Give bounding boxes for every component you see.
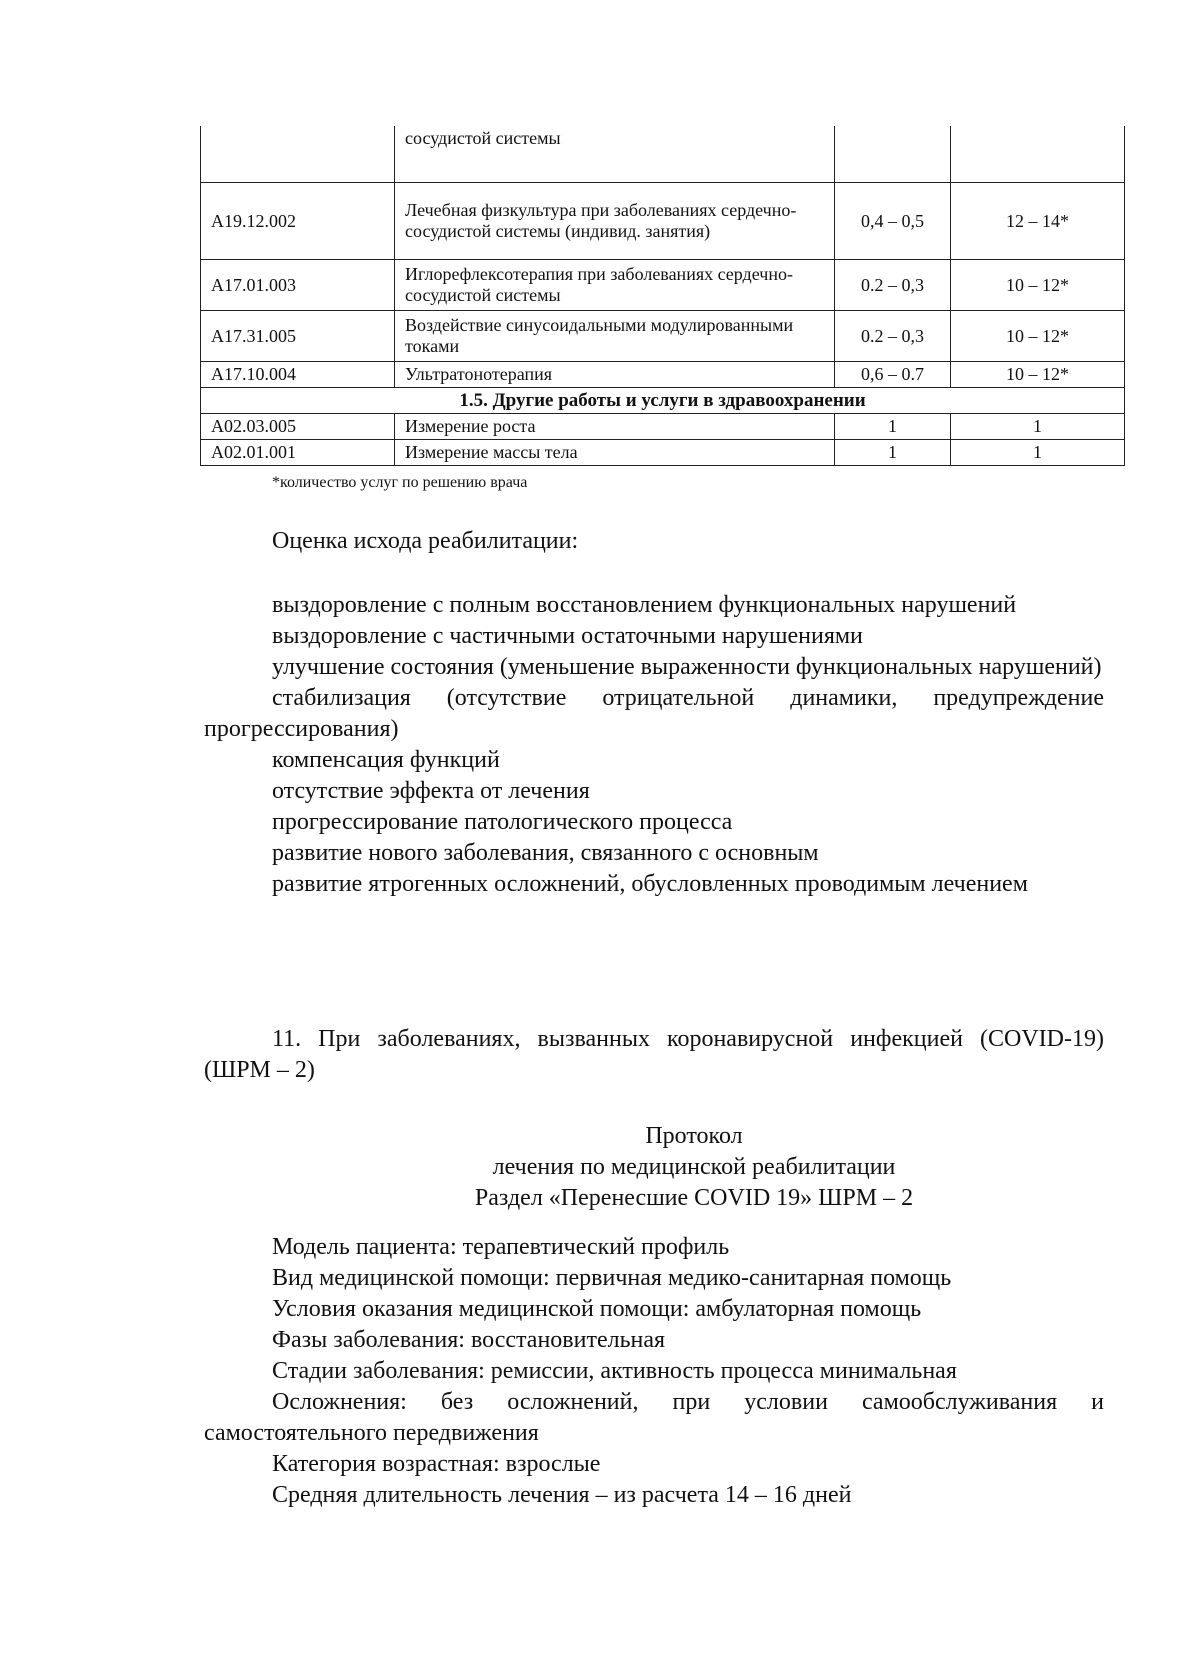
outcome-item: компенсация функций [272, 747, 500, 773]
outcome-item: прогрессирование патологического процесса [272, 809, 733, 835]
section-11 [204, 1024, 1104, 1086]
outcome-heading: Оценка исхода реабилитации: [272, 528, 579, 554]
service-code: A19.12.002 [201, 183, 395, 260]
service-code: A17.31.005 [201, 311, 395, 362]
detail-item: Условия оказания медицинской помощи: амбулаторная помощь [272, 1296, 922, 1322]
outcome-list [204, 590, 1104, 900]
service-name: Измерение роста [395, 414, 835, 440]
outcome-item: развитие ятрогенных осложнений, обусловленных проводимым лечением [272, 871, 1028, 897]
service-name: Лечебная физкультура при заболеваниях сердечно-сосудистой системы (индивид. занятия) [395, 183, 835, 260]
service-frequency: 1 [835, 440, 951, 466]
detail-item: Вид медицинской помощи: первичная медико-санитарная помощь [272, 1265, 952, 1291]
table-row [201, 260, 1125, 311]
table-row [201, 440, 1125, 466]
detail-item: Модель пациента: терапевтический профиль [272, 1234, 730, 1260]
outcome-item: выздоровление с частичными остаточными нарушениями [272, 623, 863, 649]
detail-item: Стадии заболевания: ремиссии, активность процесса минимальная [272, 1358, 957, 1384]
service-count: 1 [951, 414, 1125, 440]
service-name: Иглорефлексотерапия при заболеваниях сердечно-сосудистой системы [395, 260, 835, 311]
detail-item: Осложнения: без осложнений, при условии самообслуживания и самостоятельного передвижения [204, 1389, 1104, 1446]
service-count: 12 – 14* [951, 183, 1125, 260]
table-section-row [201, 388, 1125, 414]
service-name: сосудистой системы [395, 126, 835, 183]
detail-item: Фазы заболевания: восстановительная [272, 1327, 666, 1353]
outcome-item: отсутствие эффекта от лечения [272, 778, 590, 804]
protocol-title [204, 1121, 1104, 1214]
service-name: Воздействие синусоидальными модулированными токами [395, 311, 835, 362]
service-name: Измерение массы тела [395, 440, 835, 466]
protocol-details [204, 1232, 1104, 1511]
table-row [201, 126, 1125, 183]
table-row [201, 183, 1125, 260]
protocol-title-line1: Протокол [645, 1123, 743, 1149]
service-code: A02.01.001 [201, 440, 395, 466]
protocol-title-line2: лечения по медицинской реабилитации [492, 1154, 896, 1180]
outcome-item: улучшение состояния (уменьшение выраженности функциональных нарушений) [272, 654, 1102, 680]
outcome-section [204, 526, 1104, 557]
table-footnote: *количество услуг по решению врача [272, 474, 528, 491]
service-count: 10 – 12* [951, 260, 1125, 311]
outcome-item: выздоровление с полным восстановлением функциональных нарушений [272, 592, 1017, 618]
section-11-heading: 11. При заболеваниях, вызванных коронавирусной инфекцией (COVID-19) (ШРМ – 2) [204, 1026, 1104, 1083]
service-frequency: 0,4 – 0,5 [835, 183, 951, 260]
service-frequency [835, 126, 951, 183]
service-frequency: 1 [835, 414, 951, 440]
service-frequency: 0.2 – 0,3 [835, 260, 951, 311]
table-row [201, 414, 1125, 440]
service-code: A02.03.005 [201, 414, 395, 440]
table-row [201, 362, 1125, 388]
detail-item: Средняя длительность лечения – из расчета 14 – 16 дней [272, 1482, 852, 1508]
service-frequency: 0.2 – 0,3 [835, 311, 951, 362]
service-count [951, 126, 1125, 183]
services-table [200, 126, 1125, 466]
service-code [201, 126, 395, 183]
service-count: 10 – 12* [951, 362, 1125, 388]
service-count: 10 – 12* [951, 311, 1125, 362]
detail-item: Категория возрастная: взрослые [272, 1451, 601, 1477]
service-code: A17.01.003 [201, 260, 395, 311]
service-code: A17.10.004 [201, 362, 395, 388]
service-frequency: 0,6 – 0.7 [835, 362, 951, 388]
table-row [201, 311, 1125, 362]
protocol-title-line3: Раздел «Перенесшие COVID 19» ШРМ – 2 [474, 1185, 914, 1211]
service-count: 1 [951, 440, 1125, 466]
outcome-item: стабилизация (отсутствие отрицательной динамики, предупреждение прогрессирования) [204, 685, 1104, 742]
service-name: Ультратонотерапия [395, 362, 835, 388]
section-header: 1.5. Другие работы и услуги в здравоохранении [201, 388, 1125, 414]
outcome-item: развитие нового заболевания, связанного с основным [272, 840, 819, 866]
